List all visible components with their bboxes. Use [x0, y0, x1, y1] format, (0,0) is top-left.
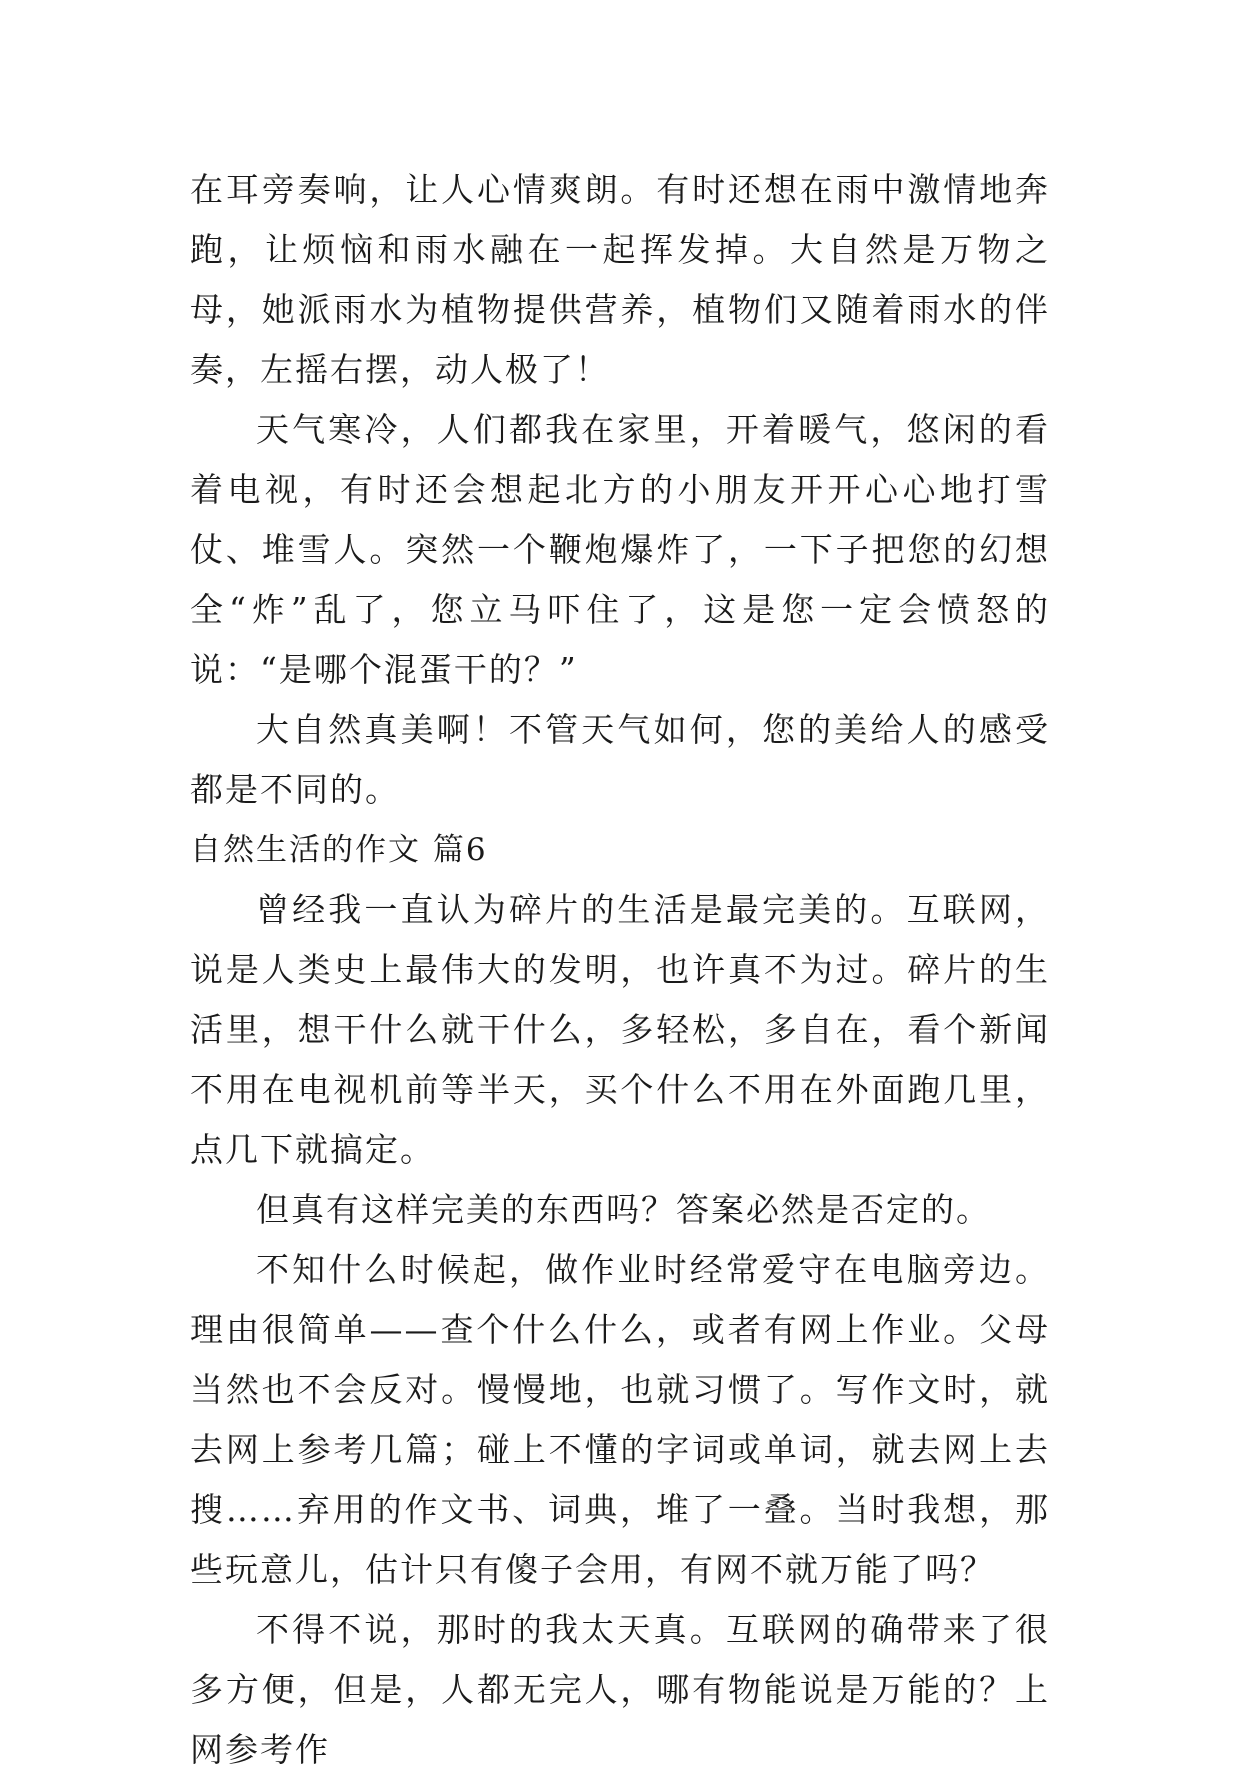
paragraph-cold-weather: 天气寒冷，人们都我在家里，开着暖气，悠闲的看着电视，有时还会想起北方的小朋友开开心心地打雪仗、堆雪人。突然一个鞭炮爆炸了，一下子把您的幻想全“炸”乱了，您立马吓住了，这是您一定会愤怒的说：“是哪个混蛋干的？” — [190, 410, 1050, 689]
paragraph-naive: 不得不说，那时的我太天真。互联网的确带来了很多方便，但是，人都无完人，哪有物能说是万能的？上网参考作 — [190, 1610, 1050, 1769]
paragraph-perfect-question: 但真有这样完美的东西吗？答案必然是否定的。 — [256, 1190, 991, 1229]
paragraph-nature-beauty: 大自然真美啊！不管天气如何，您的美给人的感受都是不同的。 — [190, 710, 1050, 809]
paragraph-fragmented-life: 曾经我一直认为碎片的生活是最完美的。互联网，说是人类史上最伟大的发明，也许真不为过。碎片的生活里，想干什么就干什么，多轻松，多自在，看个新闻不用在电视机前等半天，买个什么不用在外面跑几里，点几下就搞定。 — [190, 890, 1050, 1169]
document-page — [190, 160, 1050, 1780]
paragraph-continued: 在耳旁奏响，让人心情爽朗。有时还想在雨中激情地奔跑，让烦恼和雨水融在一起挥发掉。大自然是万物之母，她派雨水为植物提供营养，植物们又随着雨水的伴奏，左摇右摆，动人极了！ — [190, 170, 1050, 389]
paragraph-homework-computer: 不知什么时候起，做作业时经常爱守在电脑旁边。理由很简单——查个什么什么，或者有网上作业。父母当然也不会反对。慢慢地，也就习惯了。写作文时，就去网上参考几篇；碰上不懂的字词或单词，就去网上去搜……弃用的作文书、词典，堆了一叠。当时我想，那些玩意儿，估计只有傻子会用，有网不就万能了吗？ — [190, 1250, 1050, 1589]
section-heading: 自然生活的作文 篇6 — [190, 832, 488, 868]
